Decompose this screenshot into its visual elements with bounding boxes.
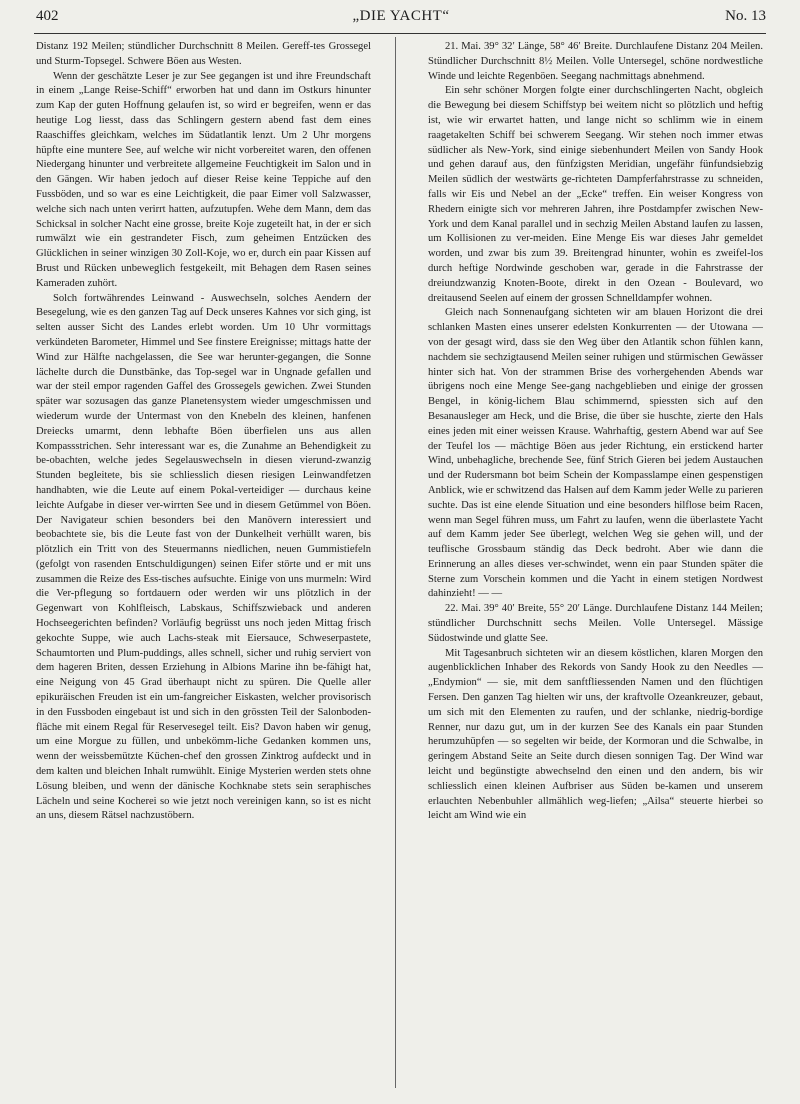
log-entry-header: 22. Mai. 39° 40′ Breite, 55° 20′ Länge. Durchlaufene Distanz 144 Meilen; stündlicher Durchschnitt sechs Meilen. Volle Untersegel. Mässige Südostwinde und glatte See. — [428, 603, 763, 644]
issue-number: No. 13 — [725, 8, 766, 24]
left-column — [36, 40, 371, 1092]
log-entry-header: 21. Mai. 39° 32′ Länge, 58° 46′ Breite. Durchlaufene Distanz 204 Meilen. Stündlicher Durchschnitt 8½ Meilen. Volle Untersegel, schöne nordwestliche Winde und leichte Regenböen. Seegang nachmittags abnehmend. — [428, 41, 763, 82]
paragraph: Ein sehr schöner Morgen folgte einer durchschlingerten Nacht, obgleich die Bewegung bei diesem Schiffstyp bei weitem nicht so plötzlich und heftig ist, wie wir erwartet hatten, und lange nicht so schlimm wie in einem raagetakelten Schiff bei schwerem Seegang. Wir stehen noch immer etwas südlicher als New-York, sind einige siebenhundert Meilen von Sandy Hook und gehen darauf aus, den fünfzigsten Meridian, ungefähr fünfundsiebzig Meilen südlich der westwärts ge-richteten Dampferfahrstrasse zu schneiden, falls wir Eis und Nebel an der „Ecke“ treffen. Ein weiser Kongress von Rhedern einigte sich vor mehreren Jahren, ihre Postdampfer zwischen New-York und dem Kanal parallel und in sechzig Meilen Abstand laufen zu lassen, um Kollisionen zu ver-meiden. Eine Menge Eis war dieses Jahr gemeldet worden, und zwar bis zum 39. Breitengrad hinunter, wohin es zweifel-los durch heftige Nordwinde geschoben war, gerade in die Fahrstrasse der dreiundzwanzig Knoten-Boote, direkt in den Ozean - Boulevard, wo dreitausend Seelen auf einem der grossen Schnelldampfer wohnen. — [428, 85, 763, 304]
journal-title: „DIE YACHT“ — [352, 8, 450, 24]
column-divider — [395, 37, 396, 1088]
paragraph: Gleich nach Sonnenaufgang sichteten wir am blauen Horizont die drei schlanken Masten eines unserer edelsten Konkurrenten — der Utowana — von der gesagt wird, dass sie den Weg über den Atlantik schon fühlen kann, nachdem sie sechzigtausend Meilen seiner ruhigen und stürmischen Gewässer hinter sich hat. Von der strammen Brise des vorhergehenden Abends war übrigens noch eine Menge See-gang nachgeblieben und einige der grossen Bengel, in könig-lichem Blau schimmernd, spiessten sich auf den Besanausleger am Heck, und die Brise, die über sie huschte, zierte den Hals eines jeden mit einer weissen Krause. Wahrhaftig, gestern Abend war auf See der Teufel los — mächtige Böen aus jeder Richtung, ein erstickend harter Wind, unbehagliche, brechende See, fünf Strich Gieren bei jedem Austauchen und der Rudersmann bot beim Schein der Kompasslampe einen gespenstigen Anblick, wie er schwitzend das Halsen auf dem Kamm jeder Welle zu parieren suchte. Das ist eine elende Situation und eine besonders hilflose beim Racen, wenn man Segel führen muss, um Fahrt zu laufen, wenn die überlastete Yacht auf dem Kamm jeder See überlegt, welchen Weg sie gehen will, und der teuflische Grossbaum ständig das Deck bedroht. Aber wie dann die Erinnerung an alles dieses ver-schwindet, wenn ein paar Stunden später die Sterne zum Vorschein kommen und die Yacht in einem stetigen Nordwest dahinzieht! — — — [428, 307, 763, 600]
paragraph: Wenn der geschätzte Leser je zur See gegangen ist und ihre Freundschaft in einem „Lange Reise-Schiff“ erworben hat und dann im Ostkurs hinunter zum Kap der guten Hoffnung gelaufen ist, so wird er begreifen, wenn er das heutige Log liesst, dass das Schlingern gestern abend fast dem eines Raaschiffes gleichkam, welches im Südatlantik lenzt. Um 2 Uhr morgens hüpfte eine muntere See, auf welche wir nicht vorbereitet waren, den offenen Niedergang hinunter und verbreitete allgemeine Feuchtigkeit im Salon und in den Gängen. Wir haben jedoch auf dieser Reise keine Teppiche auf den Fussböden, und so war es eine Leichtigkeit, die paar Eimer voll Salzwasser, welche sich nach unten verirrt hatten, aufzutupfen. Wehe dem Mann, dem das Schicksal in solcher Nacht eine grosse, breite Koje zugeteilt hat, in der er sich rumwälzt wie ein gestrandeter Fisch, zum geheimen Entzücken des Glücklichen in seiner winzigen 30 Zoll-Koje, wo er, durch ein paar Kissen auf Brust und Rücken unbeweglich festgekeilt, mit Behagen dem Rasen seines Kameraden zuhört. — [36, 70, 371, 289]
paragraph: Mit Tagesanbruch sichteten wir an diesem köstlichen, klaren Morgen den augenblicklichen Inhaber des Rekords von Sandy Hook zu den Needles — „Endymion“ — sie, mit dem sanftfliessenden Namen und den flüchtigen Fersen. Den ganzen Tag hielten wir uns, der kraftvolle Ozeankreuzer, gebaut, um sich mit den Elementen zu raufen, und der schlanke, niedrig-bordige Renner, nur dazu gut, um in der kurzen See des Kanals ein paar Stunden herumzuhüpfen — so segelten wir beide, der Kormoran und die Schwalbe, in geringem Abstand Seite an Seite durch diesen sonnigen Tag. Der Wind war leicht und begünstigte abwechselnd den einen und den andern, bis wir schliesslich einen kleinen Aufbriser aus Süden be-kamen und unserem erlauchten Nebenbuhler allmählich weg-liefen; „Ailsa“ steuerte hierbei so leicht am Wind wie ein — [428, 647, 763, 822]
right-column — [428, 40, 763, 1092]
paragraph: Solch fortwährendes Leinwand - Auswechseln, solches Aendern der Besegelung, wie es den ganzen Tag auf Deck unseres Kahnes vor sich ging, ist selten ausser Sicht des Landes erlebt worden. Um 10 Uhr vormittags verkündeten Barometer, Himmel und See finstere Ereignisse; mittags hatte der Wind zur Hälfte nachgelassen, die See war herunter-gegangen, die Sonne lächelte durch die Dunstbänke, das Top-segel war in Ungnade gefallen und war der steil empor ragenden Gaffel des Grossegels gewichen. Zwei Stunden später war sozusagen das ganze Planetensystem wieder umgeschmissen und wiederum wurde der Untermast von den Knebeln des kleinen, hanfenen Dreiecks umarmt, denn lebhafte Böen überfielen uns aus allen Kompassstrichen. Sehr interessant war es, die Zunahme an Behendigkeit zu be-obachten, welche jedes Segelauswechseln in diesen vierund-zwanzig Stunden begleitete, bis sie schliesslich diesen riesigen Leinwandfetzen handhabten, wie die Leute auf einem Pokal-verteidiger — durchaus keine leichte Aufgabe in dieser ver-wirrten See und in diesem Getümmel von Böen. Der Navigateur schien besonders bei den Manövern interessiert und beobachtete sie, bis die Leute fast von der Dunkelheit verhüllt waren, bis plötzlich ein Tritt von des Steuermanns niedlichen, neuen Gummistiefeln (gefolgt von rasenden Entschuldigungen) seinen Eifer störte und er mit uns zusammen die Reize des Ess-tisches aufsuchte. Einige von uns murmeln: Wird die Ver-pflegung so fortdauern oder werden wir uns plötzlich in der Gegenwart von Kohlfleisch, Labskaus, Schiffszwieback und anderen Hochseegerichten befinden? Vorläufig begrüsst uns noch jeden Mittag frisch gekochte Suppe, wie auch Lachs-steak mit Eiersauce, Schweserpastete, Schaumtorten und Plum-puddings, alles schnell, sicher und ruhig serviert von dem hageren Briten, dessen Erziehung in Albions Marine ihn be-fähigt hat, eine Neigung von 45 Grad überhaupt nicht zu spüren. Die Quelle aller epikuräischen Freuden ist ein um-fangreicher Eiskasten, welcher provisorisch in den Fussboden eingebaut ist und sich in den grössten Teil der Salonboden-fläche mit einem Regal für Reservesegel teilt. Eis? Davon haben wir genug, um eine Morgue zu füllen, und unbekömm-liche Gedanken kommen uns, wenn der weissbemützte Küchen-chef den grossen Zinktrog aufdeckt und in dem kalten und bleichen Inhalt rumwühlt. Einige Mysterien werden stets ohne Lösung bleiben, und wenn der dänische Kochknabe stets sein seraphisches Lächeln und seine Kocherei so wie jetzt noch vereinigen kann, so ist es nicht an uns, diesem Rätsel nachzustöbern. — [36, 292, 371, 822]
paragraph: Distanz 192 Meilen; stündlicher Durchschnitt 8 Meilen. Gereff-tes Grossegel und Sturm-Topsegel. Schwere Böen aus Westen. — [36, 41, 371, 67]
header-rule — [34, 33, 766, 34]
page-number: 402 — [36, 8, 59, 24]
page-header — [36, 6, 766, 32]
